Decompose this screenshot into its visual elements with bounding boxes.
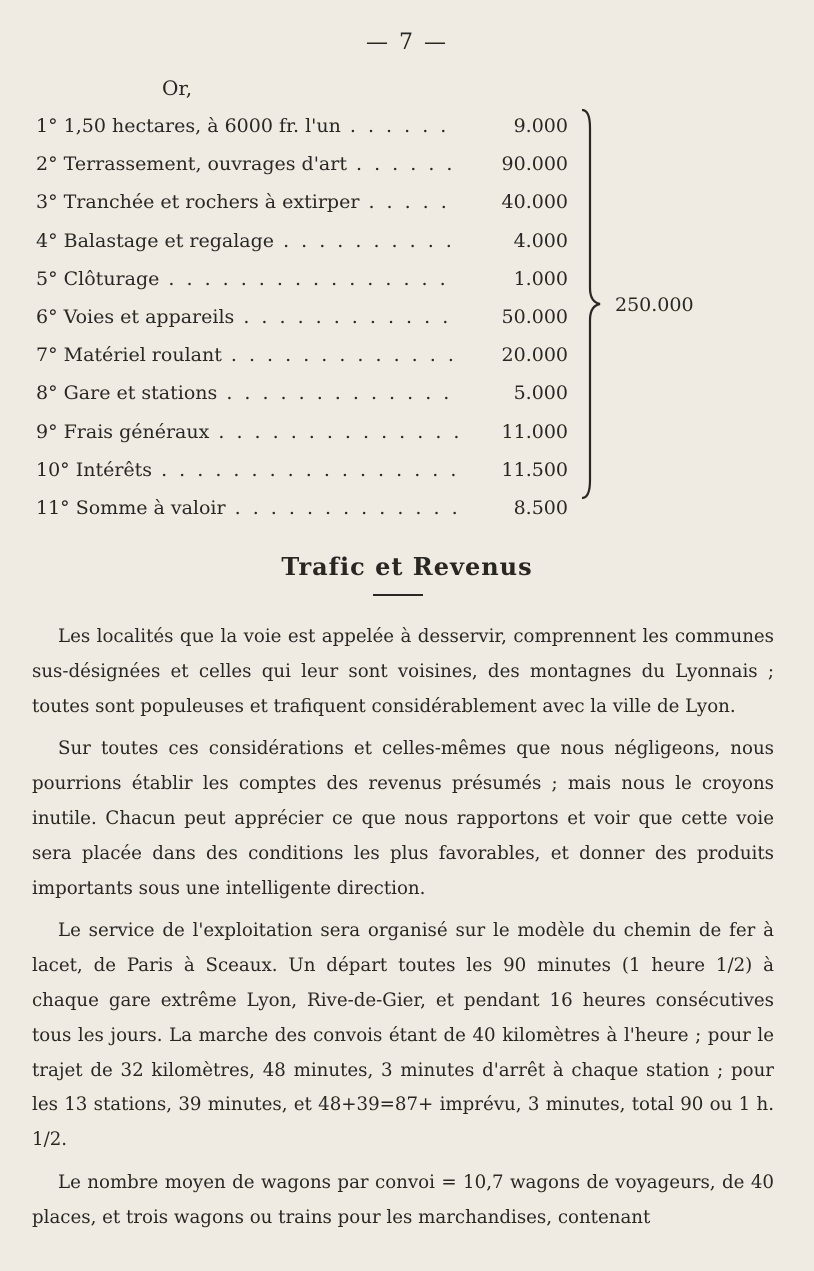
- cost-label: 10° Intérêts . . .: [36, 451, 458, 489]
- cost-row: [36, 374, 576, 412]
- cost-amount: 4.000: [513, 229, 568, 252]
- cost-label: 1° 1,50 hectares, à 6000 fr. l'un . . .: [36, 107, 458, 145]
- cost-label: 9° Frais généraux . . .: [36, 413, 458, 451]
- cost-amount: 1.000: [513, 267, 568, 290]
- cost-amount: 9.000: [513, 115, 568, 137]
- cost-amount: 5.000: [513, 382, 568, 405]
- cost-label: 8° Gare et stations . . .: [36, 374, 458, 412]
- cost-amount: 50.000: [501, 305, 568, 328]
- curly-brace-icon: [578, 108, 608, 500]
- paragraph: Les localités que la voie est appelée à desservir, comprennent les communes sus-désignées et celles qui leur sont voisines, des montagnes du Lyonnais ; toutes sont populeuses et trafiquent considérablement avec la ville de Lyon.: [32, 626, 774, 717]
- paragraph: Le nombre moyen de wagons par convoi = 10,7 wagons de voyageurs, de 40 places, et trois wagons ou trains pour les marchandises, contenant: [32, 1171, 774, 1228]
- paragraph: Le service de l'exploitation sera organisé sur le modèle du chemin de fer à lacet, de Paris à Sceaux. Un départ toutes les 90 minutes (1 heure 1/2) à chaque gare extrême Lyon, Rive-de-Gier, et pendant 16 heures consécutives tous les jours. La marche des convois étant de 40 kilomètres à l'heure ; pour le trajet de 32 kilomètres, 48 minutes, 3 minutes d'arrêt à chaque station ; pour les 13 stations, 39 minutes, et 48+39=87+ imprévu, 3 minutes, total 90 ou 1 h. 1/2.: [32, 920, 774, 1151]
- cost-list: [36, 107, 576, 527]
- cost-amount: 40.000: [501, 191, 568, 214]
- page-number: — 7 —: [366, 30, 448, 55]
- cost-total: 250.000: [615, 294, 694, 316]
- cost-amount: 8.500: [513, 496, 568, 519]
- cost-row: [36, 222, 576, 260]
- cost-row: [36, 107, 576, 145]
- cost-label: 6° Voies et appareils . . .: [36, 298, 458, 336]
- cost-row: [36, 145, 576, 183]
- section-title: Trafic et Revenus: [281, 552, 533, 581]
- cost-amount: 11.500: [501, 458, 568, 481]
- cost-row: [36, 298, 576, 336]
- cost-label: 3° Tranchée et rochers à extirper . . .: [36, 183, 458, 221]
- paragraph: Sur toutes ces considérations et celles-mêmes que nous négligeons, nous pourrions établir les comptes des revenus présumés ; mais nous le croyons inutile. Chacun peut apprécier ce que nous rapportons et voir que cette voie sera placée dans des conditions les plus favorables, et donner des produits importants sous une intelligente direction.: [32, 738, 774, 899]
- cost-label: 5° Clôturage . . .: [36, 260, 458, 298]
- title-divider: [373, 594, 423, 596]
- cost-row: [36, 183, 576, 221]
- cost-row: [36, 260, 576, 298]
- body-text: [32, 620, 774, 1244]
- cost-row: [36, 451, 576, 489]
- cost-label: 2° Terrassement, ouvrages d'art . . .: [36, 145, 458, 183]
- cost-row: [36, 413, 576, 451]
- cost-label: 11° Somme à valoir . . .: [36, 489, 458, 527]
- cost-amount: 90.000: [501, 153, 568, 176]
- cost-label: 4° Balastage et regalage . . .: [36, 222, 458, 260]
- cost-intro: Or,: [162, 76, 193, 100]
- cost-amount: 20.000: [501, 344, 568, 367]
- cost-label: 7° Matériel roulant . . .: [36, 336, 458, 374]
- cost-amount: 11.000: [501, 420, 568, 443]
- cost-row: [36, 336, 576, 374]
- cost-row: [36, 489, 576, 527]
